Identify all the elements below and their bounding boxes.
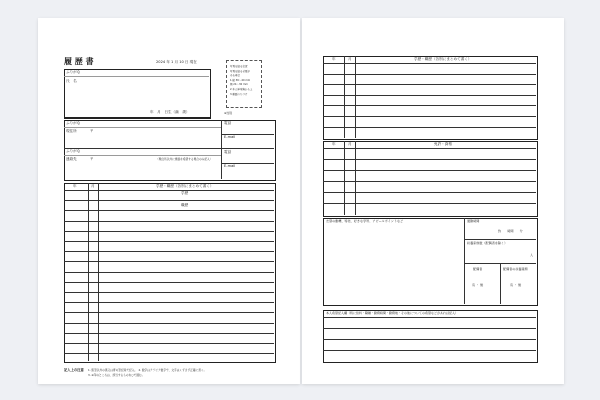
- notes-line-2: 3. ※印のところは、該当するものを○で囲む。: [88, 373, 145, 377]
- table-row-line: [323, 339, 536, 340]
- table-row-line: [323, 350, 536, 351]
- table-row-line: [64, 251, 274, 252]
- contact-note: （現住所以外に連絡を希望する場合のみ記入）: [156, 157, 213, 161]
- table-year-header-2: 年: [332, 57, 336, 61]
- table-row-line: [323, 127, 536, 128]
- postal-contact-label: 〒: [90, 157, 94, 161]
- table-row-line: [323, 317, 536, 318]
- table-row-line: [323, 148, 536, 149]
- photo-instruction-line: 2.本人単身胸から上: [230, 88, 253, 91]
- license-header: 免許・資格: [434, 142, 452, 146]
- photo-box: [226, 60, 262, 108]
- address-label: 現住所: [66, 129, 77, 133]
- table-row-line: [323, 116, 536, 117]
- commute-label: 通勤時間: [467, 219, 480, 223]
- table-row-line: [323, 170, 536, 171]
- spouse-duty-label: 配偶者の扶養義務: [503, 267, 528, 271]
- motive-label: 志望の動機、特技、好きな学科、アピールポイントなど: [326, 219, 404, 223]
- table-row-line: [64, 323, 274, 324]
- photo-instruction-line: 1.縦 36～40 mm: [230, 78, 251, 82]
- table-row-line: [64, 231, 274, 232]
- dependents-label: 扶養家族数（配偶者を除く）: [467, 241, 508, 245]
- notes-line-1: 1. 鉛筆以外の黒又は青の筆記具で記入。 2. 数字はアラビア数字で、文字はくずさず正確に書く。: [88, 368, 207, 372]
- contact-label: 連絡先: [66, 157, 77, 161]
- email-contact-label: E-mail: [224, 164, 236, 168]
- work-heading: 職歴: [181, 203, 189, 207]
- table-row-line: [323, 181, 536, 182]
- spouse-label: 配偶者: [473, 267, 483, 271]
- license-year-header: 年: [332, 142, 336, 146]
- table-row-line: [323, 63, 536, 64]
- phone-contact-label: 電話: [224, 150, 232, 154]
- table-header-2: 学歴・職歴（各別にまとめて書く）: [414, 57, 472, 61]
- phone-label: 電話: [224, 121, 232, 125]
- resume-page-2: [302, 18, 564, 384]
- table-row-line: [323, 105, 536, 106]
- table-row-line: [64, 333, 274, 334]
- table-row-line: [64, 272, 274, 273]
- table-row-line: [64, 261, 274, 262]
- spouse-value: 有 ・ 無: [472, 283, 484, 287]
- photo-instruction-line: ある場合: [230, 74, 241, 78]
- table-header: 学歴・職歴（各別にまとめて書く）: [156, 184, 214, 188]
- furigana-label: ふりがな: [66, 70, 81, 74]
- license-month-header: 月: [348, 142, 352, 146]
- table-row-line: [64, 282, 274, 283]
- table-month-header-2: 月: [348, 57, 352, 61]
- page-title: 履 歴 書: [64, 57, 94, 66]
- wishes-label: 本人希望記入欄（特に給料・職種・勤務時間・勤務地・その他についての希望などがあれば記入）: [326, 311, 458, 315]
- table-row-line: [64, 302, 274, 303]
- table-row-line: [64, 312, 274, 313]
- table-row-line: [323, 74, 536, 75]
- table-row-line: [323, 159, 536, 160]
- email-label: E-mail: [224, 135, 236, 139]
- table-month-header: 月: [91, 184, 95, 188]
- furigana-contact-label: ふりがな: [66, 149, 81, 153]
- address-box: [64, 120, 276, 181]
- table-row-line: [323, 95, 536, 96]
- table-row-line: [64, 190, 274, 191]
- photo-instruction-line: 写真を貼る位置: [230, 65, 248, 68]
- table-row-line: [323, 203, 536, 204]
- table-row-line: [64, 241, 274, 242]
- name-label: 氏 名: [66, 79, 77, 83]
- table-row-line: [323, 328, 536, 329]
- photo-instruction-line: 横 24～30 mm: [230, 83, 248, 87]
- birth-label: 年 月 日生（満 歳）: [150, 110, 190, 114]
- dependents-unit: 人: [530, 253, 534, 257]
- photo-instruction-line: 写真を貼る必要が: [230, 69, 251, 73]
- education-heading: 学歴: [181, 191, 189, 195]
- table-row-line: [64, 221, 274, 222]
- photo-instruction-line: 3.裏面のりづけ: [230, 92, 248, 96]
- notes-title: 記入上の注意: [64, 368, 84, 372]
- furigana-address-label: ふりがな: [66, 121, 81, 125]
- table-row-line: [64, 353, 274, 354]
- commute-value: 約 時間 分: [498, 229, 523, 233]
- spouse-duty-value: 有 ・ 無: [510, 283, 522, 287]
- resume-page-1: [38, 18, 300, 384]
- table-row-line: [64, 292, 274, 293]
- table-row-line: [64, 210, 274, 211]
- postal-label: 〒: [90, 129, 94, 133]
- table-row-line: [323, 192, 536, 193]
- gender-label: ※性別: [224, 111, 232, 115]
- table-row-line: [323, 84, 536, 85]
- date-label: 2024 年 1 月 10 日 現在: [156, 60, 197, 64]
- table-year-header: 年: [73, 184, 77, 188]
- table-row-line: [64, 343, 274, 344]
- table-row-line: [64, 200, 274, 201]
